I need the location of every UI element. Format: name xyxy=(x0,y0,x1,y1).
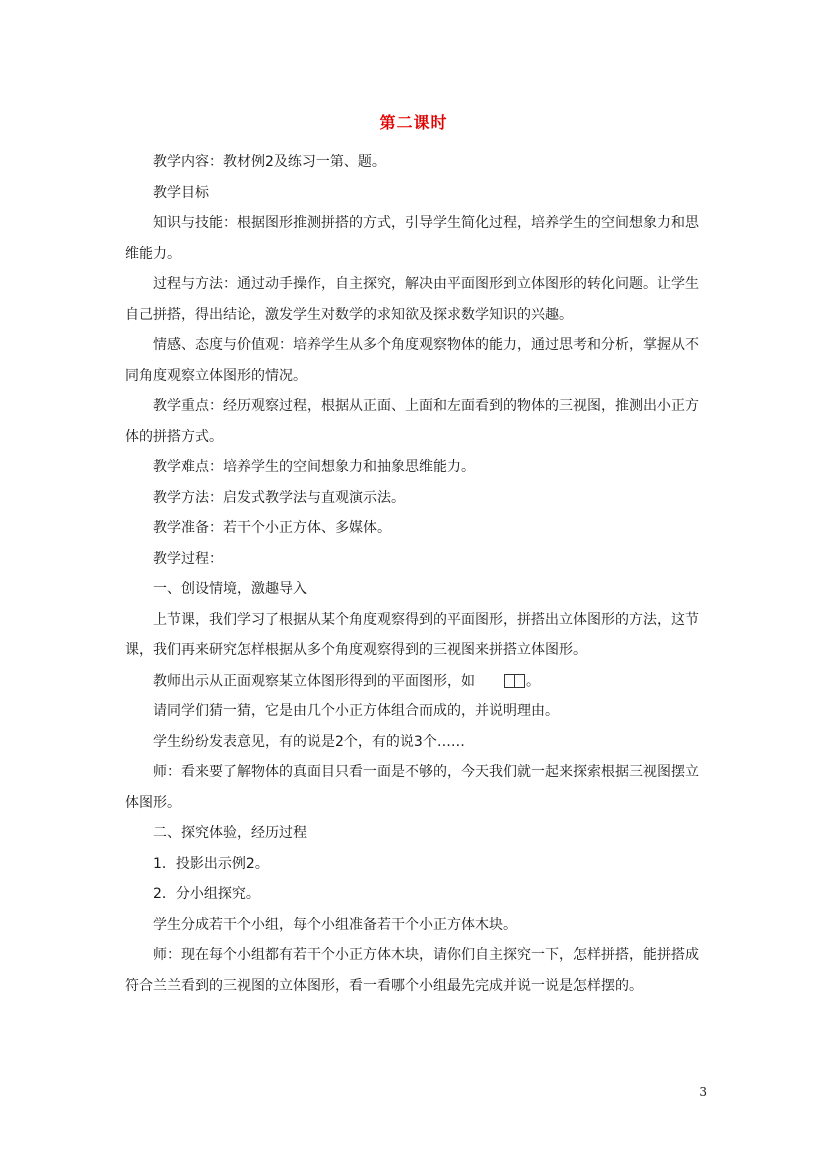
paragraph: 教学方法：启发式教学法与直观演示法。 xyxy=(153,489,405,506)
page-number: 3 xyxy=(699,1085,707,1099)
paragraph: 教学准备：若干个小正方体、多媒体。 xyxy=(153,520,391,536)
paragraph: 二、探究体验，经历过程 xyxy=(153,825,307,842)
square-icon xyxy=(515,674,525,688)
paragraph-with-figure xyxy=(125,666,705,697)
paragraph: 学生纷纷发表意见，有的说是2个，有的说3个…… xyxy=(153,733,465,750)
paragraph: 教学过程： xyxy=(153,550,223,567)
paragraph: 教学重点：经历观察过程，根据从正面、上面和左面看到的物体的三视图，推测出小正方体的拼搭方式。 xyxy=(125,398,699,445)
paragraph: 知识与技能：根据图形推测拼搭的方式，引导学生简化过程，培养学生的空间想象力和思维能力。 xyxy=(125,215,699,262)
paragraph: 师：现在每个小组都有若干个小正方体木块，请你们自主探究一下，怎样拼搭，能拼搭成符合兰兰看到的三视图的立体图形，看一看哪个小组最先完成并说一说是怎样摆的。 xyxy=(125,947,699,994)
figure-line-text: 教师出示从正面观察某立体图形得到的平面图形，如 xyxy=(153,672,475,689)
paragraph: 一、创设情境，激趣导入 xyxy=(153,581,307,597)
paragraph: 情感、态度与价值观：培养学生从多个角度观察物体的能力，通过思考和分析，掌握从不同角度观察立体图形的情况。 xyxy=(125,337,699,384)
figure-line-end: 。 xyxy=(526,672,540,689)
page-title: 第二课时 xyxy=(379,113,448,132)
paragraph: 教学内容：教材例2及练习一第、题。 xyxy=(153,154,386,170)
paragraph: 学生分成若干个小组，每个小组准备若干个小正方体木块。 xyxy=(153,916,517,933)
paragraph: 上节课，我们学习了根据从某个角度观察得到的平面图形，拼搭出立体图形的方法，这节课，我们再来研究怎样根据从多个角度观察得到的三视图来拼搭立体图形。 xyxy=(125,611,699,658)
paragraph: 过程与方法：通过动手操作，自主探究，解决由平面图形到立体图形的转化问题。让学生自己拼搭，得出结论，激发学生对数学的求知欲及探求数学知识的兴趣。 xyxy=(125,276,699,323)
paragraph: 1．投影出示例2。 xyxy=(153,855,269,872)
paragraph: 师：看来要了解物体的真面目只看一面是不够的，今天我们就一起来探索根据三视图摆立体图形。 xyxy=(125,764,699,811)
body-text xyxy=(125,147,705,1001)
paragraph: 2．分小组探究。 xyxy=(153,886,260,903)
paragraph: 教学难点：培养学生的空间想象力和抽象思维能力。 xyxy=(153,459,475,475)
paragraph: 请同学们猜一猜，它是由几个小正方体组合而成的，并说明理由。 xyxy=(153,703,559,720)
paragraph: 教学目标 xyxy=(153,184,209,201)
two-squares-figure-icon xyxy=(476,666,525,697)
square-icon xyxy=(504,674,515,688)
